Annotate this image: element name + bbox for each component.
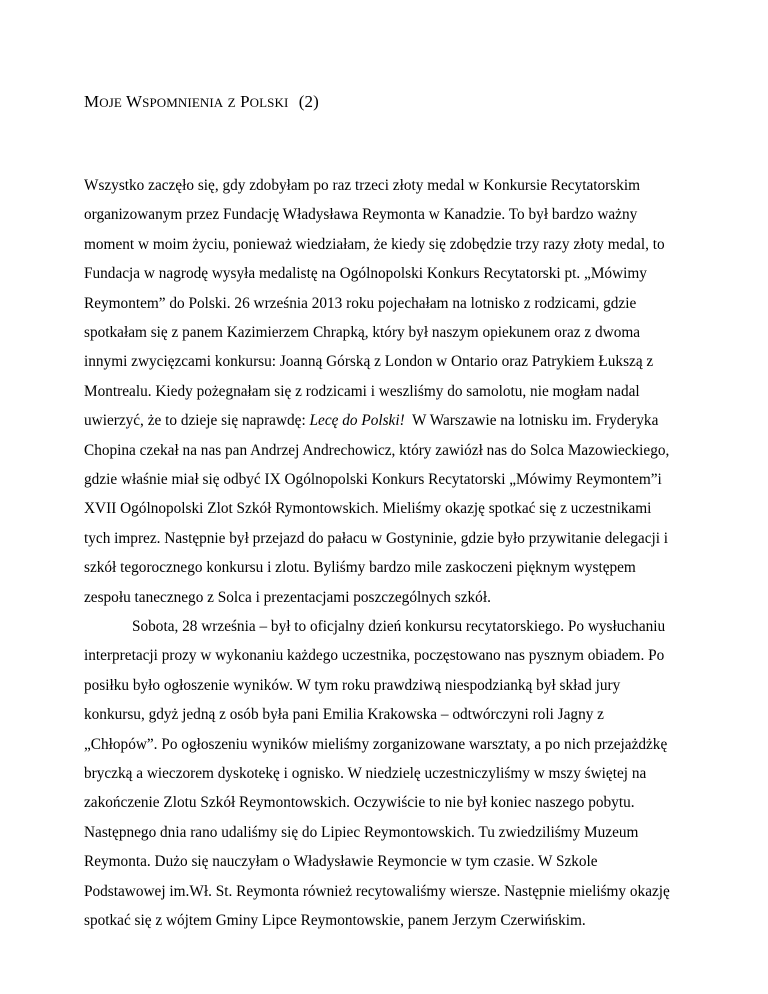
text-line-26: spotkać się z wójtem Gminy Lipce Reymontowskie, panem Jerzym Czerwińskim.	[84, 912, 586, 929]
text-line-22: zakończenie Zlotu Szkół Reymontowskich. Oczywiście to nie był koniec naszego pobytu.	[84, 794, 635, 812]
text-line-18: posiłku było ogłoszenie wyników. W tym roku prawdziwą niespodzianką był skład jury	[84, 676, 621, 694]
title-word-2-rest: SPOMNIENIA	[142, 95, 224, 110]
text-line-8: Montrealu. Kiedy pożegnałam się z rodzicami i weszliśmy do samolotu, nie mogłam nadal	[84, 382, 640, 400]
text-line-16: Sobota, 28 września – był to oficjalny dzień konkursu recytatorskiego. Po wysłuchaniu	[132, 618, 666, 635]
text-line-1: Wszystko zaczęło się, gdy zdobyłam po raz trzeci złoty medal w Konkursie Recytatorskim	[84, 177, 641, 194]
title-number: (2)	[298, 92, 319, 111]
text-line-2: organizowanym przez Fundację Władysława Reymonta w Kanadzie. To był bardzo ważny	[84, 206, 638, 224]
text-line-20: „Chłopów”. Po ogłoszeniu wyników mieliśmy zorganizowane warsztaty, a po nich przejażdżkę	[84, 735, 668, 753]
text-line-15: zespołu tanecznego z Solca i prezentacjami poszczególnych szkół.	[84, 588, 491, 606]
text-line-6: spotkałam się z panem Kazimierzem Chrapką, który był naszym opiekunem oraz z dwoma	[84, 324, 641, 341]
title-word-1-cap: M	[84, 92, 100, 111]
text-line-13: tych imprez. Następnie był przejazd do pałacu w Gostyninie, gdzie było przywitanie delegacji i	[84, 529, 669, 547]
text-line-21: bryczką a wieczorem dyskotekę i ognisko. W niedzielę uczestniczyliśmy w mszy świętej na	[84, 765, 647, 782]
text-line-11: gdzie właśnie miał się odbyć IX Ogólnopolski Konkurs Recytatorski „Mówimy Reymontem”i	[84, 471, 662, 488]
text-line-9-after: W Warszawie na lotnisku im. Fryderyka	[404, 412, 659, 430]
text-line-19: konkursu, gdyż jedną z osób była pani Emilia Krakowska – odtwórczyni roli Jagny z	[84, 706, 604, 724]
text-line-9	[84, 411, 658, 431]
document-title	[84, 92, 319, 112]
text-line-3: moment w moim życiu, ponieważ wiedziałam, że kiedy się zdobędzie trzy razy złoty medal, to	[84, 235, 665, 253]
title-word-4-cap: P	[240, 92, 250, 111]
title-word-3: Z	[227, 95, 236, 110]
text-line-25: Podstawowej im.Wł. St. Reymonta również recytowaliśmy wiersze. Następnie mieliśmy okazję	[84, 882, 670, 900]
title-word-4-rest: OLSKI	[249, 95, 289, 110]
text-line-5: Reymontem” do Polski. 26 września 2013 roku pojechałam na lotnisko z rodzicami, gdzie	[84, 294, 637, 312]
title-word-2-cap: W	[125, 92, 143, 111]
text-line-4: Fundacja w nagrodę wysyła medalistę na Ogólnopolski Konkurs Recytatorski pt. „Mówimy	[84, 265, 647, 283]
text-line-9-italic: Lecę do Polski!	[309, 412, 405, 430]
text-line-12: XVII Ogólnopolski Zlot Szkół Rymontowskich. Mieliśmy okazję spotkać się z uczestnikami	[84, 500, 652, 518]
text-line-9-before: uwierzyć, że to dzieje się naprawdę:	[84, 412, 310, 430]
text-line-23: Następnego dnia rano udaliśmy się do Lipiec Reymontowskich. Tu zwiedziliśmy Muzeum	[84, 823, 639, 841]
text-line-24: Reymonta. Dużo się nauczyłam o Władysławie Reymoncie w tym czasie. W Szkole	[84, 853, 598, 871]
text-line-14: szkół tegorocznego konkursu i zlotu. Byliśmy bardzo mile zaskoczeni pięknym występem	[84, 559, 636, 577]
text-line-10: Chopina czekał na nas pan Andrzej Andrechowicz, który zawiózł nas do Solca Mazowieckiego,	[84, 441, 670, 459]
title-word-1-rest: OJE	[99, 95, 122, 110]
text-line-17: interpretacji prozy w wykonaniu każdego uczestnika, poczęstowano nas pysznym obiadem. Po	[84, 647, 665, 665]
text-line-7: innymi zwycięzcami konkursu: Joanną Górską z London w Ontario oraz Patrykiem Łukszą z	[84, 353, 654, 371]
